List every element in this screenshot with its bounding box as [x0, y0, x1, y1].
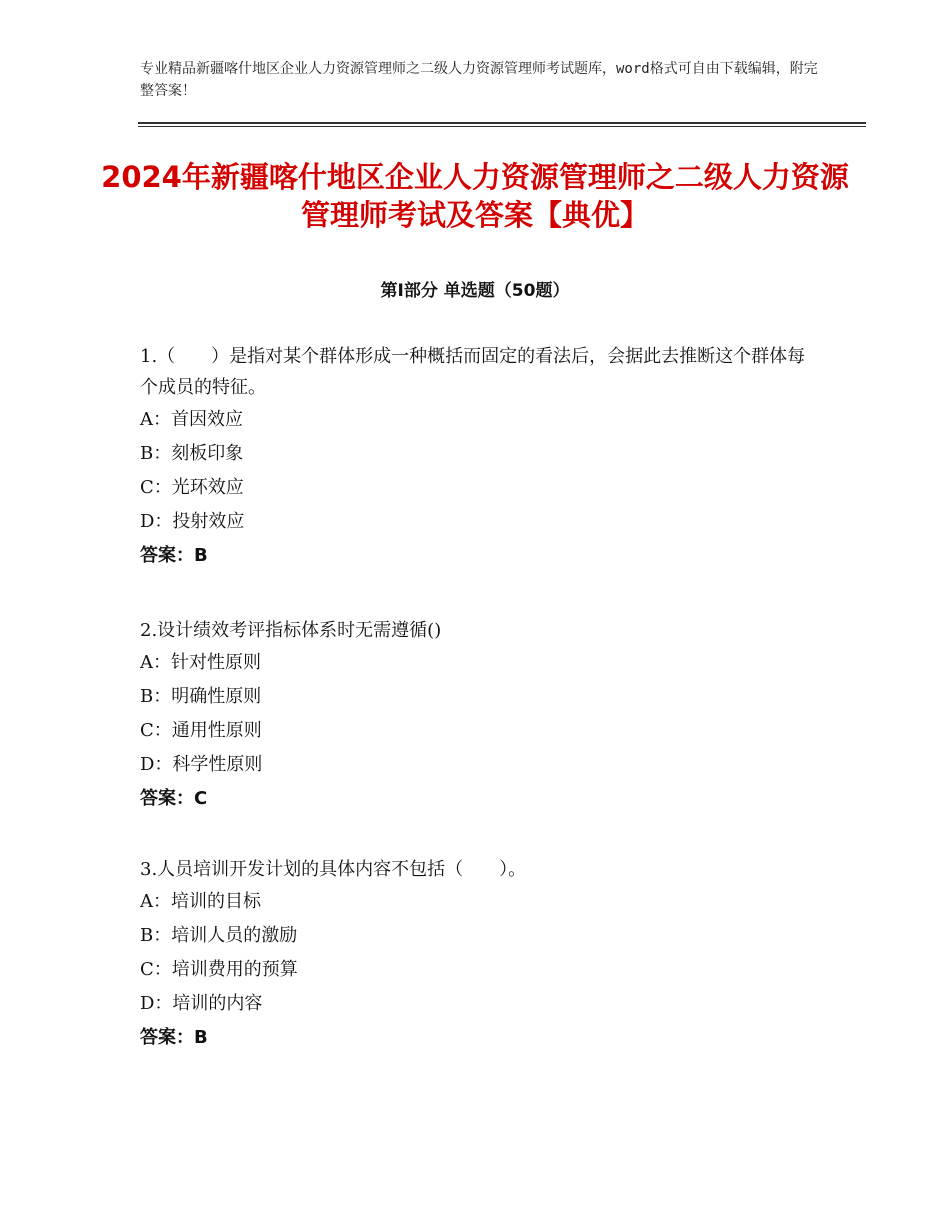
document-title: 2024年新疆喀什地区企业人力资源管理师之二级人力资源管理师考试及答案【典优】	[101, 160, 849, 232]
option-c: C：光环效应	[140, 477, 244, 498]
option-a: A：首因效应	[140, 409, 243, 430]
question-stem: 1.（ ）是指对某个群体形成一种概括而固定的看法后，会据此去推断这个群体每个成员的特征。	[140, 346, 806, 398]
header-rule-thin	[138, 126, 866, 127]
option-c: C：培训费用的预算	[140, 959, 298, 980]
option-b: B：刻板印象	[140, 443, 244, 464]
header-rule-thick	[138, 122, 866, 124]
option-d: D：培训的内容	[140, 993, 263, 1014]
question-1	[140, 341, 820, 573]
option-a: A：针对性原则	[140, 652, 261, 673]
header-note: 专业精品新疆喀什地区企业人力资源管理师之二级人力资源管理师考试题库，word格式可自由下载编辑，附完整答案！	[140, 61, 818, 99]
answer: 答案：B	[140, 1027, 208, 1048]
answer: 答案：C	[140, 788, 208, 809]
question-stem: 2.设计绩效考评指标体系时无需遵循()	[140, 620, 442, 641]
option-a: A：培训的目标	[140, 891, 261, 912]
question-3	[140, 854, 820, 1055]
option-d: D：投射效应	[140, 511, 245, 532]
option-d: D：科学性原则	[140, 754, 263, 775]
option-b: B：培训人员的激励	[140, 925, 298, 946]
question-stem: 3.人员培训开发计划的具体内容不包括（ ）。	[140, 859, 527, 880]
question-2	[140, 615, 820, 816]
option-c: C：通用性原则	[140, 720, 262, 741]
answer: 答案：B	[140, 545, 208, 566]
option-b: B：明确性原则	[140, 686, 262, 707]
section-heading: 第Ⅰ部分 单选题（50题）	[380, 281, 570, 301]
